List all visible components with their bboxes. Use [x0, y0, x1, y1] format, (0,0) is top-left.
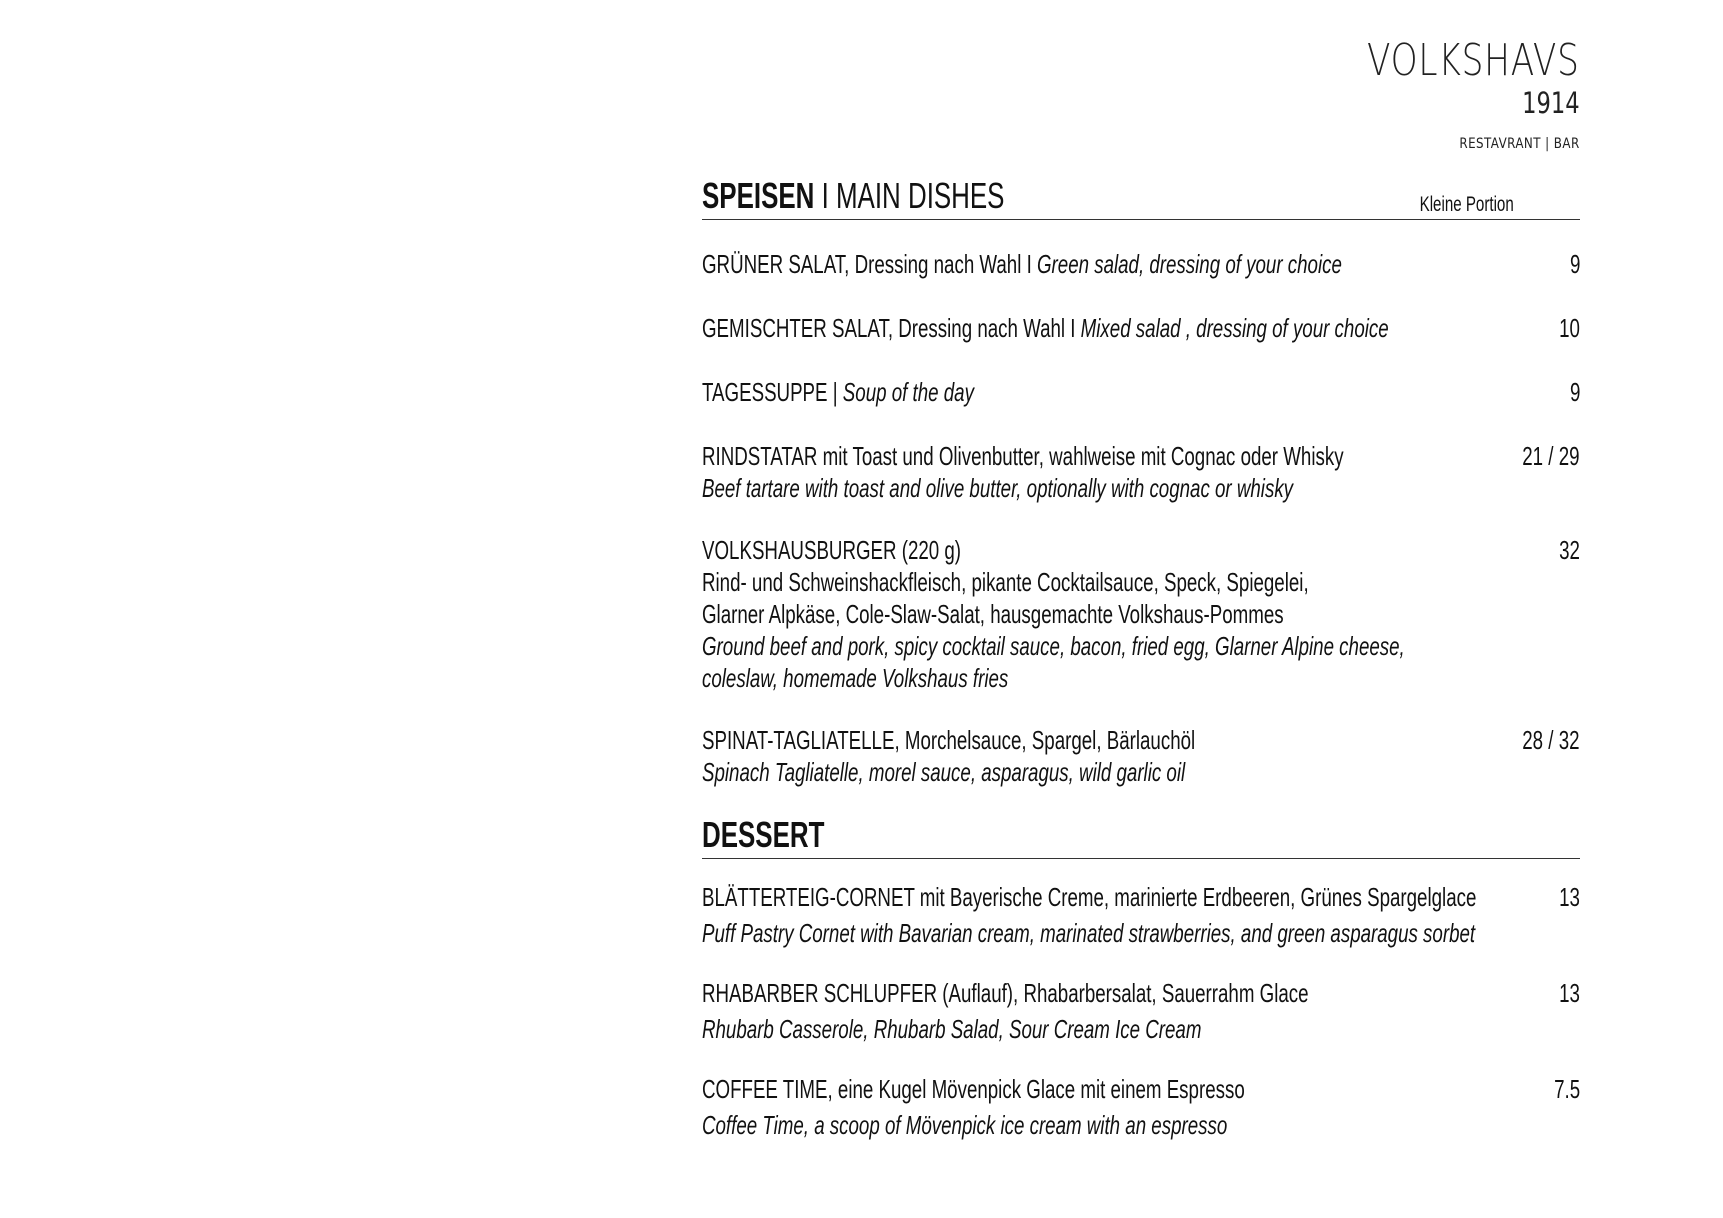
item-price: 9: [1569, 249, 1580, 279]
menu-item: [702, 248, 1580, 280]
item-text: [702, 248, 1342, 280]
menu-item: [702, 376, 1580, 408]
item-name: RINDSTATAR mit Toast und Olivenbutter, wahlweise mit Cognac oder Whisky: [702, 441, 1344, 471]
section-title: [702, 816, 824, 854]
item-price: 7.5: [1553, 1074, 1580, 1104]
restaurant-logo: [1307, 35, 1580, 152]
item-english: Rhubarb Casserole, Rhubarb Salad, Sour Cream Ice Cream: [702, 1014, 1202, 1044]
item-name: SPINAT-TAGLIATELLE, Morchelsauce, Spargel, Bärlauchöl: [702, 725, 1196, 755]
item-description: Rind- und Schweinshackfleisch, pikante Cocktailsauce, Speck, Spiegelei,: [702, 567, 1309, 597]
dessert-title: DESSERT: [702, 814, 825, 855]
item-name: VOLKSHAUSBURGER (220 g): [702, 535, 962, 565]
logo-subtitle: RESTAVRANT | BAR: [1459, 136, 1580, 152]
item-english: Puff Pastry Cornet with Bavarian cream, marinated strawberries, and green asparagus sorbet: [702, 918, 1476, 948]
section-title-bold: SPEISEN: [702, 175, 815, 216]
menu-item: [702, 881, 1580, 949]
small-portion-note: Kleine Portion: [1419, 193, 1514, 216]
item-name: BLÄTTERTEIG-CORNET mit Bayerische Creme, marinierte Erdbeeren, Grünes Spargelglace: [702, 882, 1477, 912]
section-title-rest: I MAIN DISHES: [814, 175, 1005, 216]
item-price: 21 / 29: [1522, 441, 1580, 471]
item-price: 32: [1559, 535, 1580, 565]
item-price: 13: [1559, 882, 1580, 912]
item-text: [702, 376, 1334, 408]
item-english: Beef tartare with toast and olive butter, optionally with cognac or whisky: [702, 473, 1294, 503]
item-english: Ground beef and pork, spicy cocktail sauce, bacon, fried egg, Glarner Alpine cheese,: [702, 631, 1405, 661]
menu-item: [702, 724, 1580, 788]
item-name: RHABARBER SCHLUPFER (Auflauf), Rhabarbersalat, Sauerrahm Glace: [702, 978, 1309, 1008]
item-english: Mixed salad , dressing of your choice: [1080, 313, 1389, 343]
item-description: Glarner Alpkäse, Cole-Slaw-Salat, hausgemachte Volkshaus-Pommes: [702, 599, 1284, 629]
item-price: 10: [1559, 313, 1580, 343]
item-price: 28 / 32: [1522, 725, 1580, 755]
menu-item: [702, 440, 1580, 504]
dessert-header: [702, 814, 1580, 859]
menu-item: [702, 534, 1580, 694]
menu-content: [702, 175, 1580, 1141]
item-english: Soup of the day: [842, 377, 974, 407]
item-english: Coffee Time, a scoop of Mövenpick ice cream with an espresso: [702, 1110, 1228, 1140]
main-dishes-header: [702, 175, 1580, 220]
item-english: Spinach Tagliatelle, morel sauce, asparagus, wild garlic oil: [702, 757, 1186, 787]
menu-item: [702, 977, 1580, 1045]
item-english: coleslaw, homemade Volkshaus fries: [702, 663, 1009, 693]
item-english: Green salad, dressing of your choice: [1036, 249, 1342, 279]
item-price: 13: [1559, 978, 1580, 1008]
menu-item: [702, 312, 1580, 344]
logo-name: VOLKSHAVS: [1367, 35, 1580, 86]
logo-year: 1914: [1522, 86, 1580, 120]
item-name: GEMISCHTER SALAT, Dressing nach Wahl I: [702, 313, 1081, 343]
item-name: GRÜNER SALAT, Dressing nach Wahl I: [702, 249, 1037, 279]
item-name: TAGESSUPPE |: [702, 377, 843, 407]
item-name: COFFEE TIME, eine Kugel Mövenpick Glace mit einem Espresso: [702, 1074, 1245, 1104]
item-text: [702, 312, 1389, 344]
menu-item: [702, 1073, 1580, 1141]
item-price: 9: [1569, 377, 1580, 407]
section-title: [702, 177, 1004, 215]
